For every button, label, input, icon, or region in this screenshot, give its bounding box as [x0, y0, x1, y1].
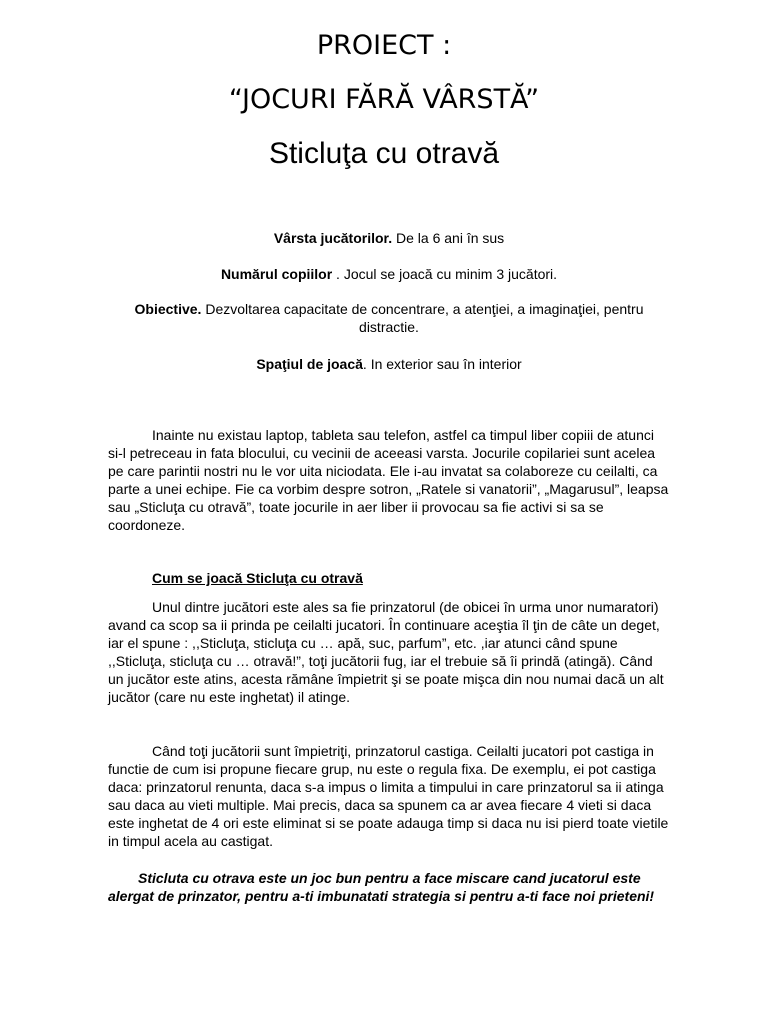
kids-label: Numărul copiilor	[220, 266, 333, 282]
objectives-line	[108, 300, 670, 336]
kids-line	[108, 265, 670, 283]
space-label: Spaţiul de joacă	[256, 356, 363, 372]
space-value: . In exterior sau în interior	[362, 356, 522, 372]
rules-paragraph-1: Unul dintre jucători este ales sa fie prinzatorul (de obicei în urma unor numaratori) avand ca scop sa ii prinda pe ceilalti jucatori. În continuare aceştia îl ţin de câte un deget, iar el spune : ,,Sticluţa, sticluţa cu … apă, suc, parfum”, etc. ,iar atunci când spune ,,Sticluţa, sticluţa cu … otravă!”, toţi jucătorii fug, iar el trebuie să îi prindă (atingă). Când un jucător este atins, acesta rămâne împietrit şi se poate mişca din nou numai dacă un alt jucător (care nu este inghetat) il atinge.	[108, 599, 664, 705]
objectives-value: Dezvoltarea capacitate de concentrare, a atenţiei, a imaginaţiei, pentru distractie.	[201, 301, 644, 335]
project-heading: PROIECT :	[316, 30, 452, 61]
space-line	[108, 355, 670, 373]
age-value: De la 6 ani în sus	[392, 230, 505, 246]
age-label: Vârsta jucătorilor.	[273, 230, 393, 246]
rules-title: Cum se joacă Sticluţa cu otravă	[152, 570, 363, 586]
intro-paragraph: Inainte nu existau laptop, tableta sau telefon, astfel ca timpul liber copiii de atunci si-l petreceau in fata blocului, cu vecinii de aceeasi varsta. Jocurile copilariei sunt acelea pe care parintii nostri nu le vor uita niciodata. Ele i-au invatat sa colaboreze cu ceilalti, ca parte a unei echipe. Fie ca vorbim despre sotron, „Ratele si vanatorii”, „Magarusul”, leapsa sau „Sticluţa cu otravă”, toate jocurile in aer liber ii provocau sa fie activi si sa se coordoneze.	[108, 427, 669, 533]
age-line	[108, 229, 670, 247]
game-title: Sticluţa cu otravă	[268, 137, 500, 170]
kids-value: . Jocul se joacă cu minim 3 jucători.	[332, 266, 558, 282]
objectives-label: Obiective.	[134, 301, 202, 317]
rules-paragraph-2: Când toţi jucătorii sunt împietriţi, prinzatorul castiga. Ceilalti jucatori pot castiga in functie de cum isi propune fiecare grup, nu este o regula fixa. De exemplu, ei pot castiga daca: prinzatorul renunta, daca s-a impus o limita a timpului in care prinzatorul sa ii atinga sau daca au vieti multiple. Mai precis, daca sa spunem ca ar avea fiecare 4 vieti si daca este inghetat de 4 ori este eliminat si se poate adauga timp si daca nu isi pierd toate vietile in timpul acela au castigat.	[108, 743, 669, 849]
project-subtitle: “JOCURI FĂRĂ VÂRSTĂ”	[228, 84, 540, 115]
closing-paragraph: Sticluta cu otrava este un joc bun pentru a face miscare cand jucatorul este alergat de prinzator, pentru a-ti imbunatati strategia si pentru a-ti face noi prieteni!	[108, 870, 655, 904]
